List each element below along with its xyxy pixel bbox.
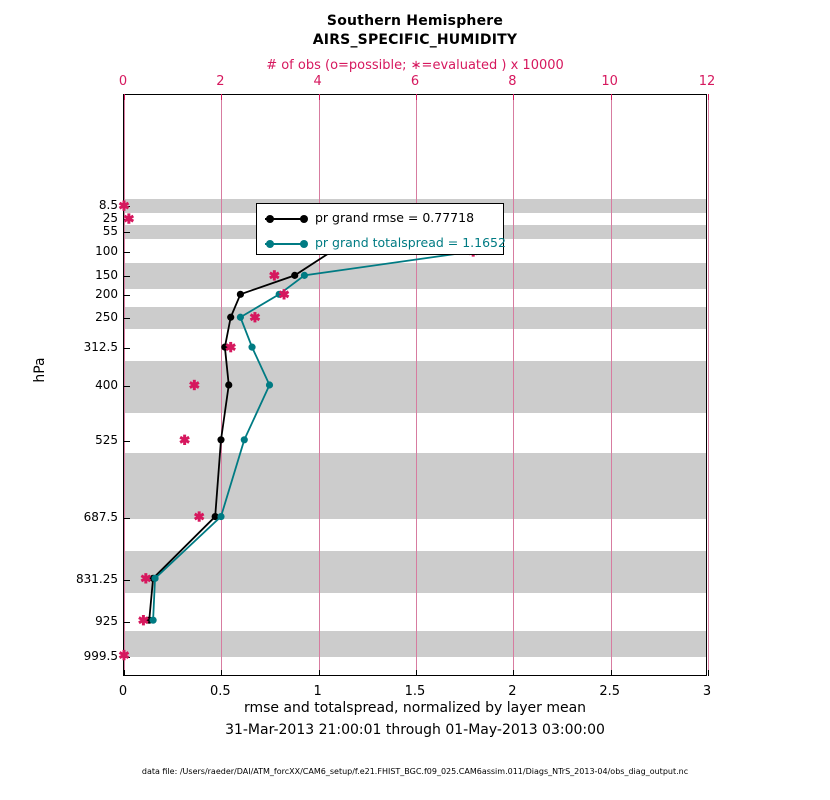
y-tick-label: 925	[95, 614, 118, 628]
obs-evaluated-marker	[190, 380, 199, 390]
y-tick-label: 100	[95, 244, 118, 258]
x-tick-label: 0	[118, 684, 128, 699]
series-marker	[227, 314, 234, 321]
top-x-tick-label: 2	[216, 74, 225, 89]
title-line-2: AIRS_SPECIFIC_HUMIDITY	[312, 32, 518, 48]
x-tick-mark	[708, 670, 709, 676]
x-tick-label: 2.5	[599, 684, 620, 699]
series-marker	[225, 381, 232, 388]
top-x-tick-label: 10	[601, 74, 618, 89]
series-marker	[241, 436, 248, 443]
legend-marker-dot	[300, 240, 308, 248]
series-line	[153, 232, 473, 621]
title-line-1: Southern Hemisphere	[326, 13, 504, 29]
y-tick-label: 831.25	[76, 572, 118, 586]
x-tick-label: 0.5	[209, 684, 231, 699]
top-x-tick-label: 4	[313, 74, 322, 89]
y-tick-label: 687.5	[83, 510, 118, 524]
y-tick-label: 525	[95, 433, 118, 447]
series-marker	[217, 436, 224, 443]
x-gridline	[708, 95, 709, 675]
obs-evaluated-marker	[250, 312, 259, 322]
obs-evaluated-marker	[124, 213, 133, 223]
x-tick-label: 2	[508, 684, 517, 699]
series-layer	[124, 95, 706, 675]
top-x-tick-mark	[708, 94, 709, 100]
series-marker	[151, 575, 158, 582]
y-tick-label: 150	[95, 268, 118, 282]
series-marker	[237, 314, 244, 321]
series-marker	[217, 513, 224, 520]
obs-evaluated-marker	[141, 573, 150, 583]
plot-area	[123, 94, 707, 676]
obs-evaluated-marker	[180, 435, 189, 445]
legend-marker-dot	[266, 215, 274, 223]
y-tick-label: 999.5	[83, 649, 118, 663]
x-tick-label: 1.5	[404, 684, 426, 699]
x-axis-label: rmse and totalspread, normalized by layer mean	[243, 700, 587, 716]
top-x-tick-label: 12	[698, 74, 716, 89]
top-x-tick-label: 8	[508, 74, 517, 89]
y-tick-label: 55	[102, 224, 118, 238]
top-x-tick-label: 0	[118, 74, 128, 89]
series-marker	[291, 272, 298, 279]
x-tick-label: 1	[313, 684, 322, 699]
obs-evaluated-marker	[120, 200, 129, 210]
data-file-caption: data file: /Users/raeder/DAI/ATM_forcXX/CAM6_setup/f.e21.FHIST_BGC.f09_025.CAM6assim.011/Diags_NTrS_2013-04/obs_diag_output.nc	[141, 767, 689, 776]
series-marker	[237, 291, 244, 298]
series-line	[149, 232, 331, 621]
y-tick-labels	[48, 94, 118, 676]
y-tick-label: 250	[95, 310, 118, 324]
legend-label: pr grand totalspread = 1.1652	[315, 235, 506, 250]
legend-item	[257, 230, 506, 256]
legend-label: pr grand rmse = 0.77718	[315, 210, 475, 225]
series-marker	[248, 344, 255, 351]
chart-legend	[256, 203, 504, 255]
series-marker	[301, 272, 308, 279]
y-tick-label: 312.5	[83, 340, 118, 354]
obs-evaluated-marker	[120, 650, 129, 660]
legend-item	[257, 205, 503, 231]
y-tick-label: 25	[102, 211, 118, 225]
chart-title	[0, 12, 830, 50]
top-x-tick-label: 6	[410, 74, 420, 89]
obs-evaluated-marker	[270, 270, 279, 280]
series-marker	[266, 381, 273, 388]
legend-marker-dot	[266, 240, 274, 248]
legend-marker-dot	[300, 215, 308, 223]
date-range-caption: 31-Mar-2013 21:00:01 through 01-May-2013 03:00:00	[225, 722, 605, 738]
x-tick-label: 3	[702, 684, 712, 699]
series-marker	[150, 617, 157, 624]
obs-evaluated-marker	[195, 511, 204, 521]
y-tick-label: 8.5	[98, 198, 118, 212]
y-axis-title: hPa	[32, 357, 48, 383]
top-axis-label: # of obs (o=possible; ∗=evaluated ) x 10000	[266, 58, 564, 73]
y-tick-label: 200	[95, 287, 118, 301]
y-tick-label: 400	[95, 378, 118, 392]
